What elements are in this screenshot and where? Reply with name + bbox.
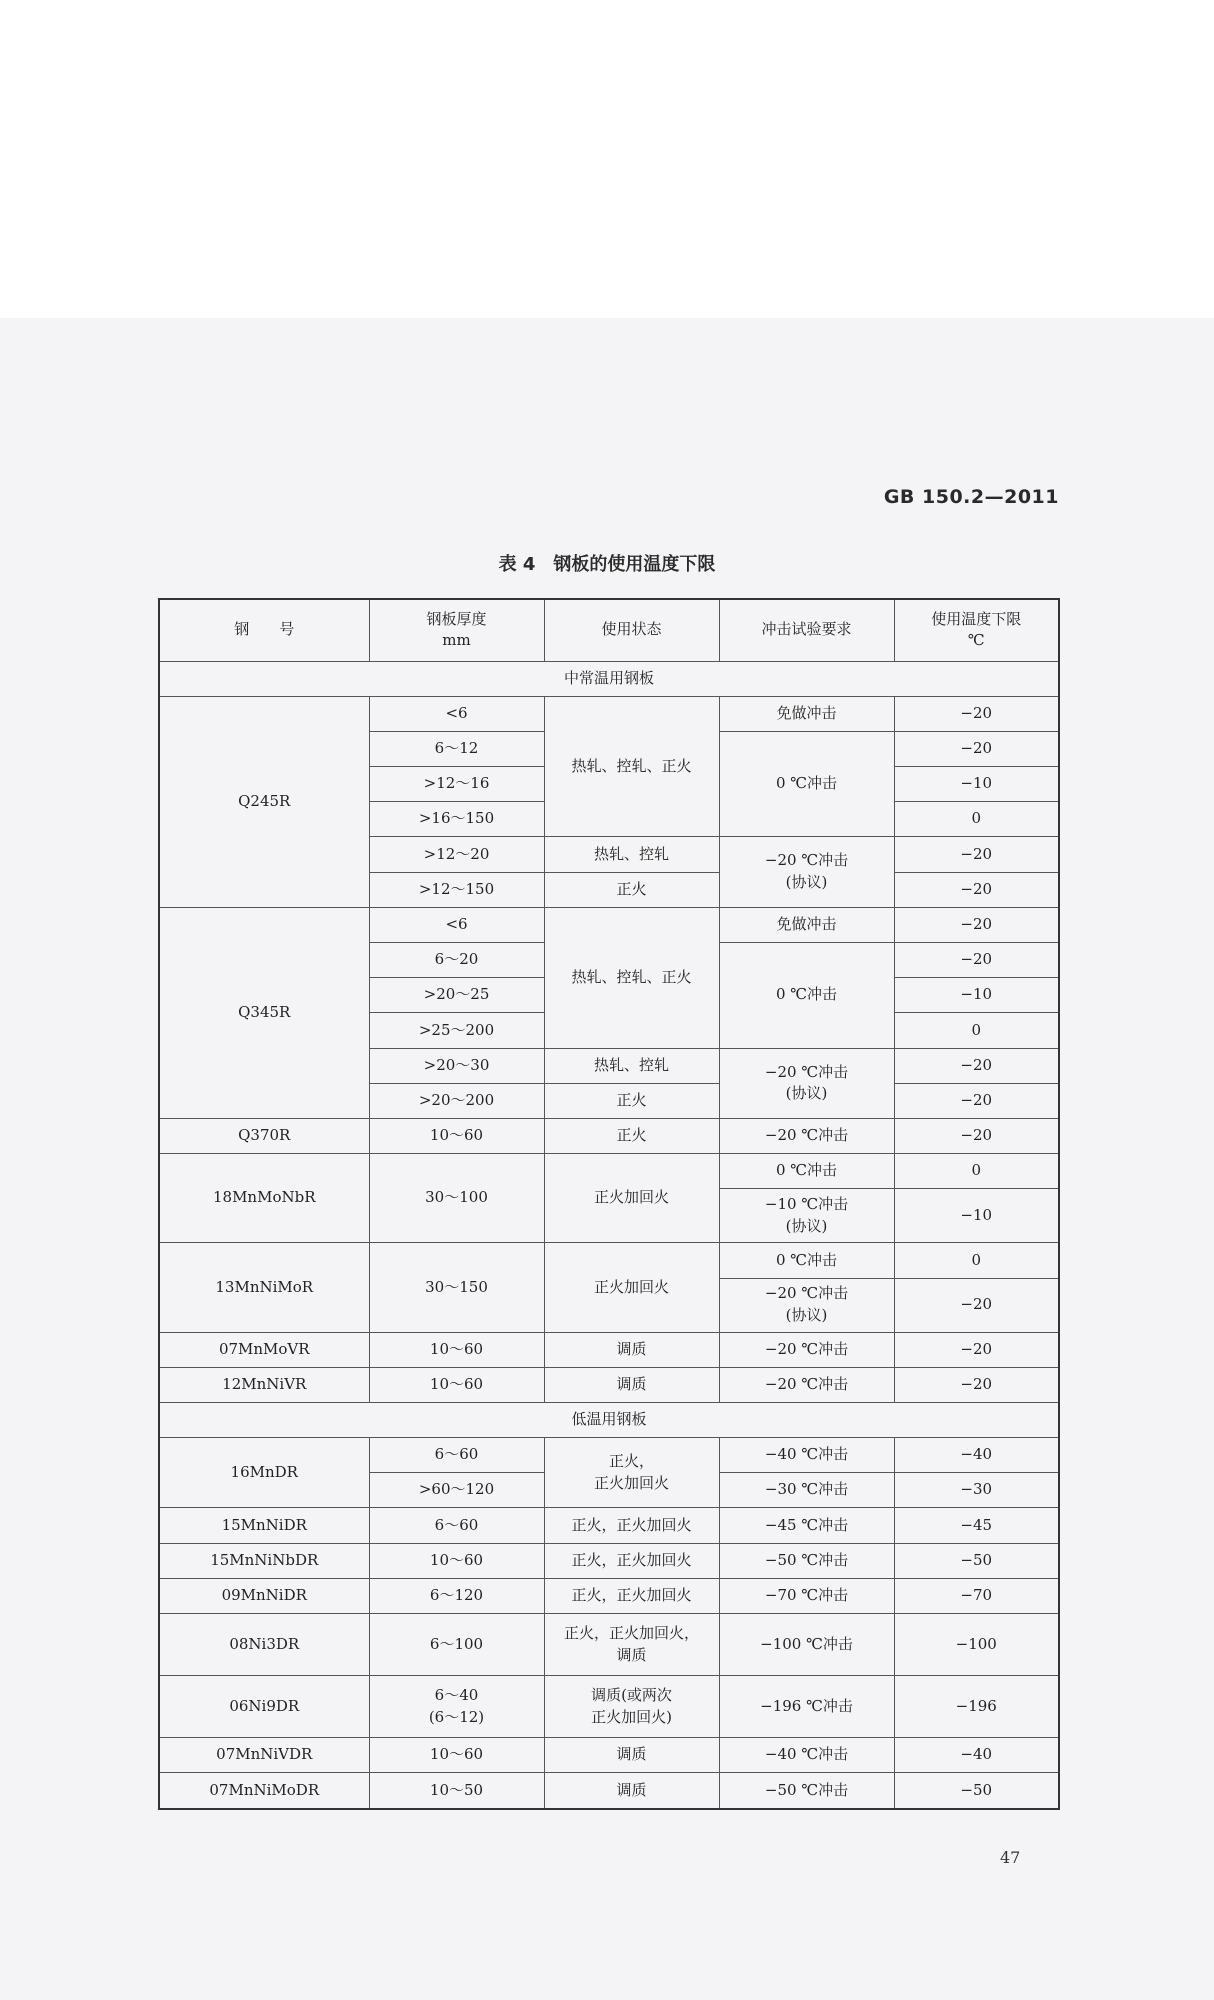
state-cell: 调质 (544, 1738, 719, 1773)
state-cell: 热轧、控轧 (544, 837, 719, 872)
table-header-row (159, 599, 1059, 661)
table-row (159, 1243, 1059, 1278)
steel-grade: 16MnDR (159, 1438, 369, 1508)
impact-cell: 0 ℃冲击 (719, 1154, 894, 1189)
state-cell: 热轧、控轧、正火 (544, 907, 719, 1048)
thickness-cell: >25～200 (369, 1013, 544, 1048)
thickness-cell: >20～200 (369, 1083, 544, 1118)
state-cell: 正火 (544, 1118, 719, 1153)
impact-cell: −40 ℃冲击 (719, 1738, 894, 1773)
steel-grade: 15MnNiDR (159, 1508, 369, 1543)
section-low-temp: 低温用钢板 (159, 1402, 1059, 1437)
thickness-cell: 6～12 (369, 731, 544, 766)
state-cell: 正火，正火加回火 (544, 1543, 719, 1578)
state-cell: 调质 (544, 1773, 719, 1809)
thickness-cell: >16～150 (369, 802, 544, 837)
impact-cell: −50 ℃冲击 (719, 1543, 894, 1578)
impact-note: (协议) (785, 1306, 828, 1324)
state-line: 调质(或两次 (591, 1685, 672, 1704)
temp-cell: −20 (894, 837, 1059, 872)
temp-cell: −20 (894, 872, 1059, 907)
thickness-line: (6～12) (428, 1707, 485, 1726)
steel-grade: 13MnNiMoR (159, 1243, 369, 1332)
impact-note: (协议) (785, 1216, 828, 1235)
steel-grade: 18MnMoNbR (159, 1154, 369, 1243)
thickness-cell: 6～60 (369, 1438, 544, 1473)
temp-cell: −196 (894, 1676, 1059, 1738)
state-line: 正火， (608, 1452, 654, 1470)
caption-title: 钢板的使用温度下限 (553, 554, 716, 575)
table-row (159, 907, 1059, 942)
standard-code: GB 150.2—2011 (883, 486, 1059, 508)
state-cell (544, 1676, 719, 1738)
impact-cell: −45 ℃冲击 (719, 1508, 894, 1543)
impact-cell: 免做冲击 (719, 696, 894, 731)
impact-cell: −20 ℃冲击 (719, 1118, 894, 1153)
impact-line: −20 ℃冲击 (764, 1284, 849, 1303)
caption-number: 表 4 (498, 554, 536, 575)
temp-cell: −20 (894, 1367, 1059, 1402)
section-row (159, 1402, 1059, 1437)
page-number: 47 (1000, 1848, 1021, 1867)
steel-grade: Q370R (159, 1118, 369, 1153)
thickness-cell (369, 1676, 544, 1738)
impact-line: −10 ℃冲击 (764, 1195, 849, 1214)
steel-grade: Q245R (159, 696, 369, 907)
thickness-cell: 30～150 (369, 1243, 544, 1332)
steel-grade: 07MnNiVDR (159, 1738, 369, 1773)
thickness-cell: 6～120 (369, 1578, 544, 1613)
table-row (159, 1332, 1059, 1367)
state-cell: 正火，正火加回火 (544, 1508, 719, 1543)
impact-note: (协议) (785, 1084, 828, 1103)
state-cell (544, 1438, 719, 1508)
header-temp-unit: ℃ (967, 631, 985, 650)
header-impact: 冲击试验要求 (719, 599, 894, 661)
impact-cell: 0 ℃冲击 (719, 1243, 894, 1278)
header-temp (894, 599, 1059, 661)
impact-cell: −196 ℃冲击 (719, 1676, 894, 1738)
state-cell (544, 1614, 719, 1676)
thickness-cell: <6 (369, 907, 544, 942)
state-cell: 正火，正火加回火 (544, 1578, 719, 1613)
impact-cell: −70 ℃冲击 (719, 1578, 894, 1613)
table-row (159, 1773, 1059, 1809)
header-state: 使用状态 (544, 599, 719, 661)
state-line: 正火，正火加回火， (563, 1623, 699, 1642)
temperature-limit-table (158, 598, 1060, 1810)
steel-grade: 08Ni3DR (159, 1614, 369, 1676)
thickness-cell: >12～150 (369, 872, 544, 907)
temp-cell: −20 (894, 1118, 1059, 1153)
temp-cell: −20 (894, 731, 1059, 766)
thickness-cell: >12～16 (369, 767, 544, 802)
table-row (159, 696, 1059, 731)
state-cell: 正火 (544, 872, 719, 907)
temp-cell: 0 (894, 1013, 1059, 1048)
state-line: 正火加回火 (593, 1473, 669, 1492)
header-thickness-label: 钢板厚度 (426, 609, 487, 628)
temp-cell: −20 (894, 1048, 1059, 1083)
impact-cell (719, 837, 894, 907)
state-line: 正火加回火) (591, 1707, 672, 1726)
temp-cell: 0 (894, 1154, 1059, 1189)
impact-cell (719, 1048, 894, 1118)
temp-cell: −10 (894, 1189, 1059, 1243)
temp-cell: −20 (894, 696, 1059, 731)
thickness-cell: 10～50 (369, 1773, 544, 1809)
table-row (159, 1438, 1059, 1473)
thickness-cell: 6～60 (369, 1508, 544, 1543)
steel-grade: Q345R (159, 907, 369, 1118)
temp-cell: −70 (894, 1578, 1059, 1613)
steel-grade: 12MnNiVR (159, 1367, 369, 1402)
thickness-cell: 10～60 (369, 1738, 544, 1773)
thickness-cell: >12～20 (369, 837, 544, 872)
thickness-cell: 30～100 (369, 1154, 544, 1243)
thickness-cell: <6 (369, 696, 544, 731)
temp-cell: −50 (894, 1773, 1059, 1809)
temp-cell: −40 (894, 1738, 1059, 1773)
impact-cell: −30 ℃冲击 (719, 1473, 894, 1508)
section-medium-temp: 中常温用钢板 (159, 661, 1059, 696)
impact-cell (719, 1278, 894, 1332)
thickness-cell: 10～60 (369, 1332, 544, 1367)
table-row (159, 1614, 1059, 1676)
temp-cell: −20 (894, 943, 1059, 978)
table-row (159, 1508, 1059, 1543)
table-row (159, 1154, 1059, 1189)
temp-cell: 0 (894, 802, 1059, 837)
temp-cell: −30 (894, 1473, 1059, 1508)
header-thickness (369, 599, 544, 661)
temp-cell: 0 (894, 1243, 1059, 1278)
steel-grade: 09MnNiDR (159, 1578, 369, 1613)
thickness-cell: >60～120 (369, 1473, 544, 1508)
impact-cell (719, 1189, 894, 1243)
thickness-line: 6～40 (434, 1685, 479, 1704)
steel-grade: 07MnNiMoDR (159, 1773, 369, 1809)
state-cell: 热轧、控轧 (544, 1048, 719, 1083)
steel-grade: 15MnNiNbDR (159, 1543, 369, 1578)
temp-cell: −50 (894, 1543, 1059, 1578)
table-caption (0, 550, 1214, 576)
steel-grade: 06Ni9DR (159, 1676, 369, 1738)
thickness-cell: 6～20 (369, 943, 544, 978)
table-row (159, 1543, 1059, 1578)
temp-cell: −20 (894, 1083, 1059, 1118)
temp-cell: −20 (894, 1278, 1059, 1332)
header-steel: 钢 号 (159, 599, 369, 661)
temp-cell: −10 (894, 978, 1059, 1013)
state-cell: 正火 (544, 1083, 719, 1118)
impact-cell: −100 ℃冲击 (719, 1614, 894, 1676)
temp-cell: −45 (894, 1508, 1059, 1543)
temp-cell: −20 (894, 1332, 1059, 1367)
temp-cell: −40 (894, 1438, 1059, 1473)
header-thickness-unit: mm (442, 631, 471, 650)
state-cell: 热轧、控轧、正火 (544, 696, 719, 837)
temp-cell: −20 (894, 907, 1059, 942)
impact-cell: −20 ℃冲击 (719, 1367, 894, 1402)
state-cell: 正火加回火 (544, 1154, 719, 1243)
thickness-cell: 6～100 (369, 1614, 544, 1676)
thickness-cell: 10～60 (369, 1118, 544, 1153)
impact-cell: −20 ℃冲击 (719, 1332, 894, 1367)
impact-cell: 0 ℃冲击 (719, 731, 894, 837)
impact-line: −20 ℃冲击 (764, 851, 849, 870)
impact-cell: −50 ℃冲击 (719, 1773, 894, 1809)
impact-cell: −40 ℃冲击 (719, 1438, 894, 1473)
thickness-cell: >20～30 (369, 1048, 544, 1083)
temp-cell: −10 (894, 767, 1059, 802)
table-row (159, 1676, 1059, 1738)
header-temp-label: 使用温度下限 (931, 609, 1022, 628)
impact-line: −20 ℃冲击 (764, 1062, 849, 1081)
state-cell: 调质 (544, 1332, 719, 1367)
thickness-cell: >20～25 (369, 978, 544, 1013)
temp-cell: −100 (894, 1614, 1059, 1676)
table-row (159, 1578, 1059, 1613)
table-row (159, 1738, 1059, 1773)
state-cell: 正火加回火 (544, 1243, 719, 1332)
table-row (159, 1118, 1059, 1153)
impact-cell: 免做冲击 (719, 907, 894, 942)
impact-note: (协议) (785, 873, 828, 892)
thickness-cell: 10～60 (369, 1543, 544, 1578)
state-cell: 调质 (544, 1367, 719, 1402)
thickness-cell: 10～60 (369, 1367, 544, 1402)
section-row (159, 661, 1059, 696)
table-row (159, 1367, 1059, 1402)
impact-cell: 0 ℃冲击 (719, 943, 894, 1049)
steel-grade: 07MnMoVR (159, 1332, 369, 1367)
state-line: 调质 (616, 1645, 647, 1664)
